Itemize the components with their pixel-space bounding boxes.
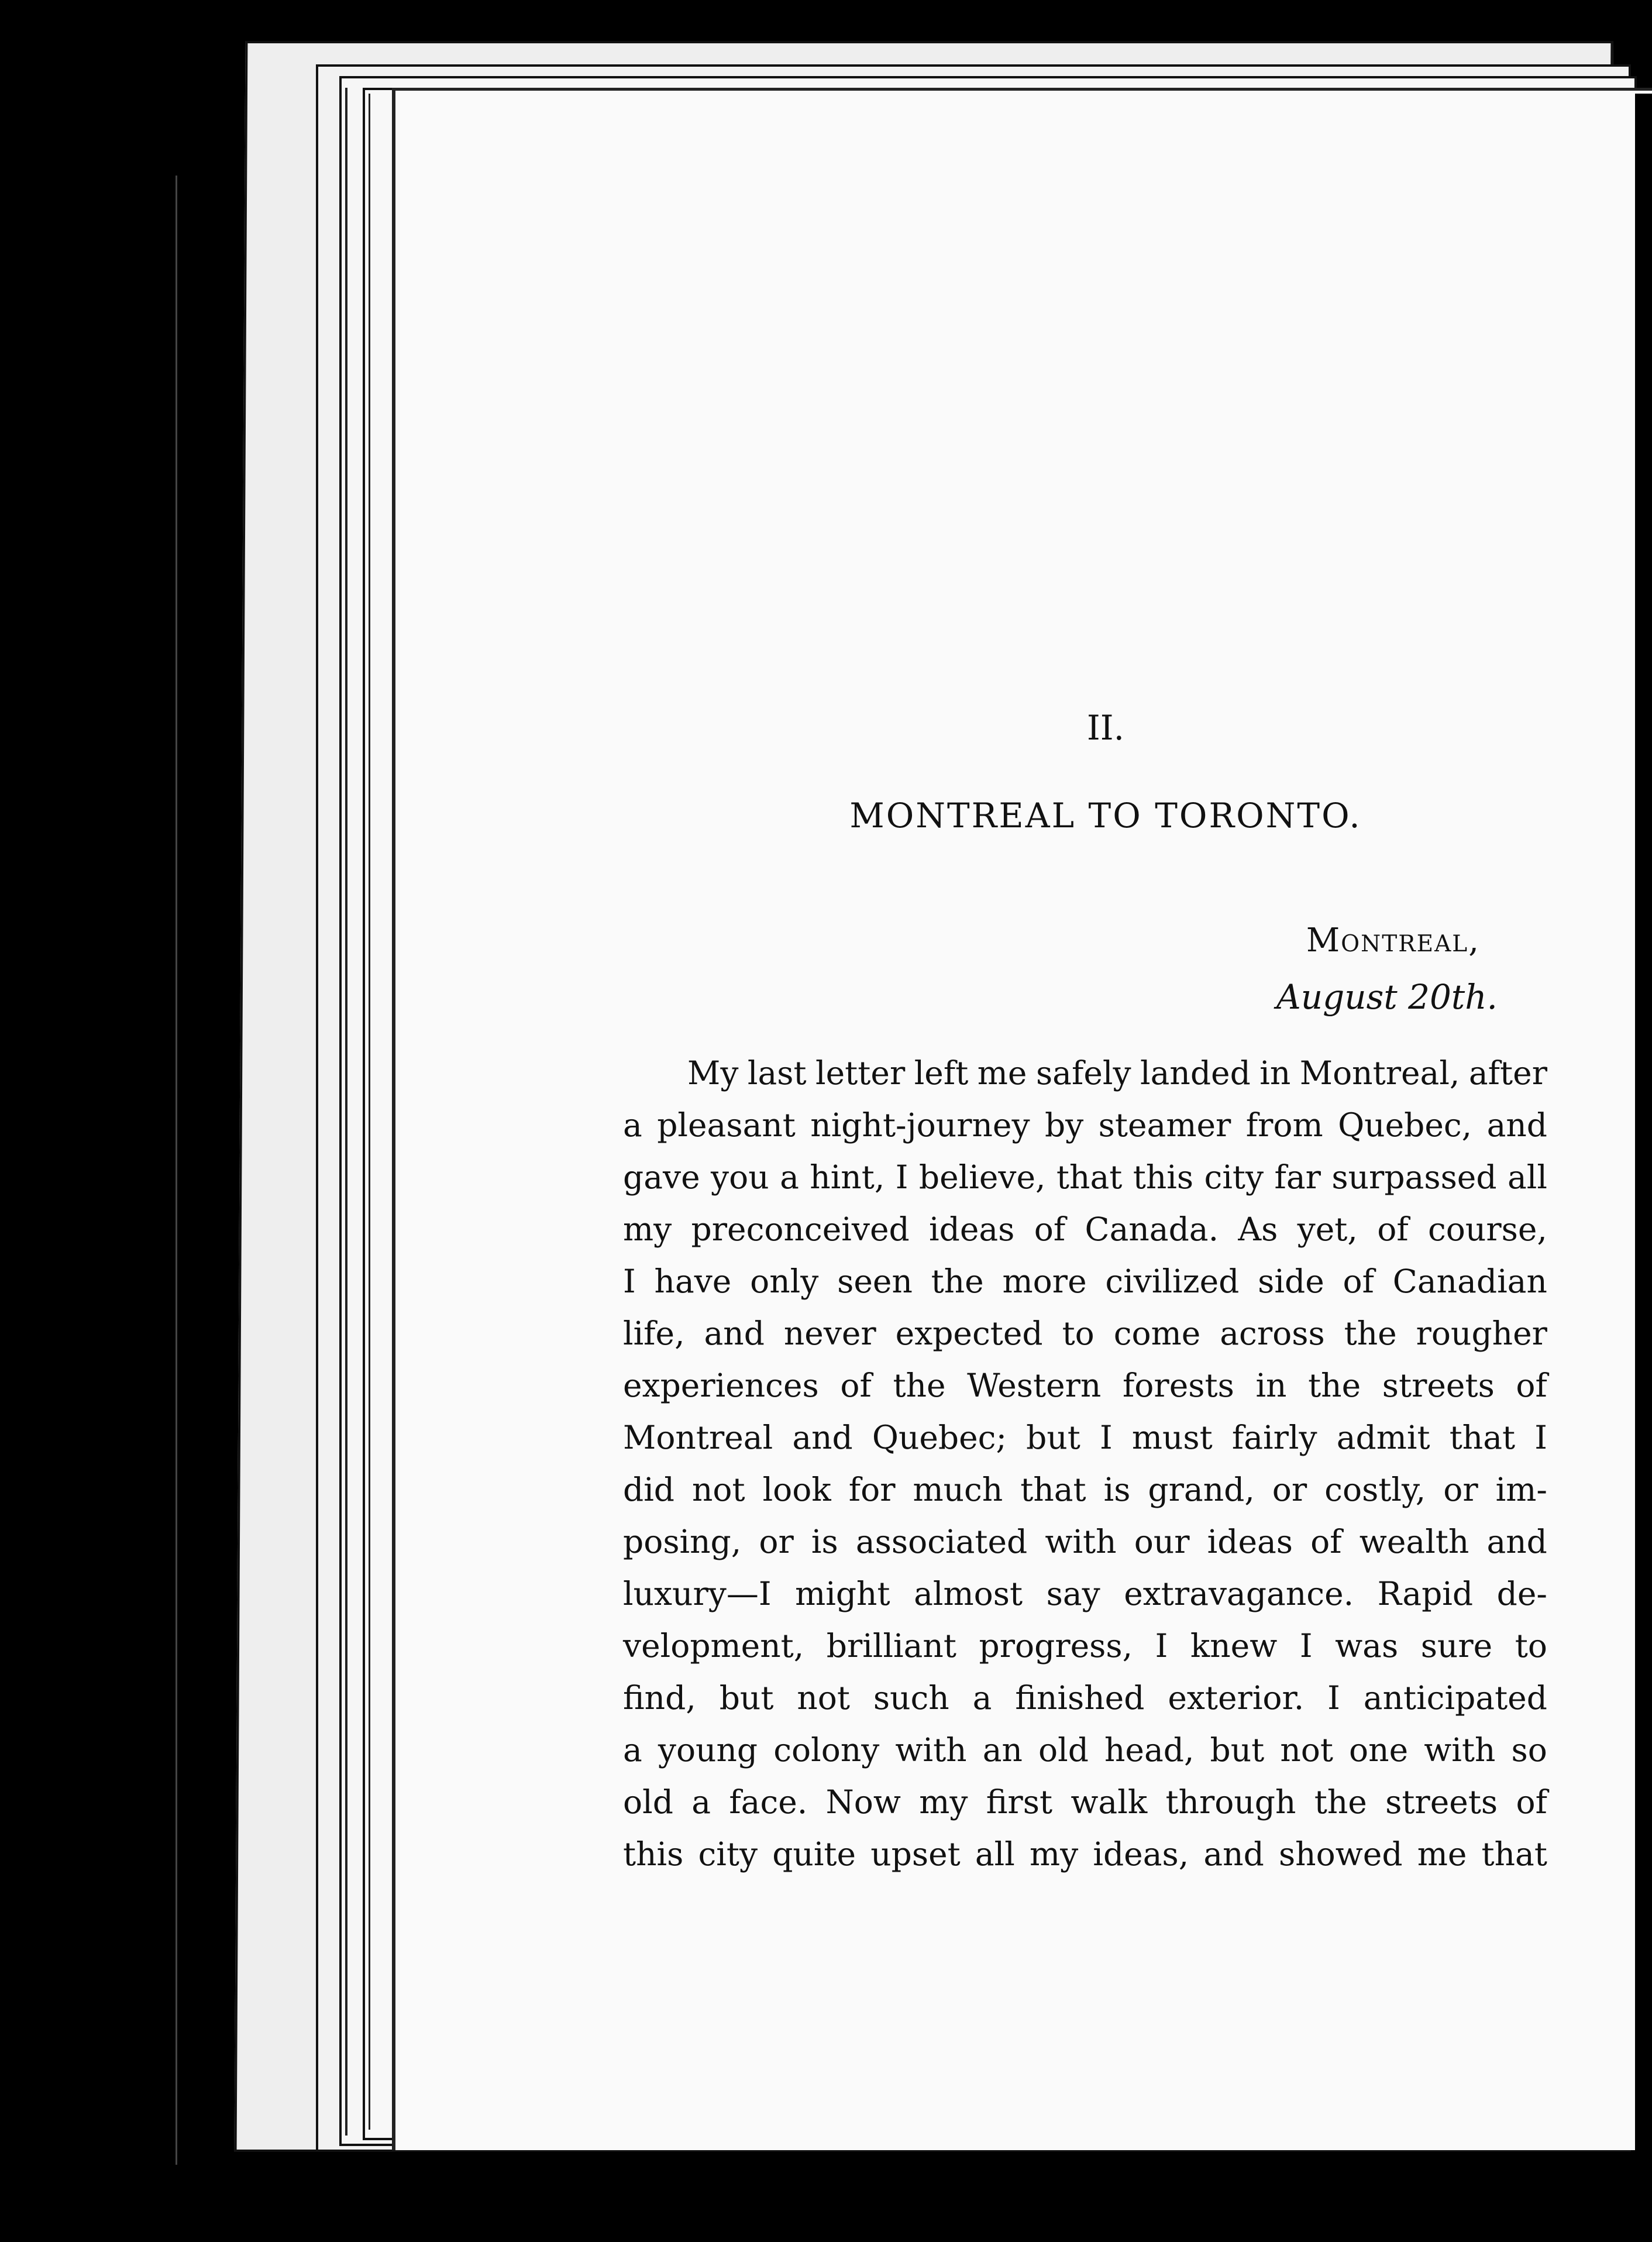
text-line: posing, or is associated with our ideas of wealth and xyxy=(623,1523,1547,1560)
text-line: old a face. Now my first walk through the streets of xyxy=(623,1783,1547,1821)
text-line: find, but not such a finished exterior. I anticipated xyxy=(623,1679,1547,1717)
dateline-place: Montreal, xyxy=(1306,921,1480,960)
text-line: did not look for much that is grand, or costly, or im- xyxy=(623,1471,1547,1508)
text-line: Montreal and Quebec; but I must fairly admit that I xyxy=(623,1419,1547,1456)
text-line: life, and never expected to come across the rougher xyxy=(623,1315,1547,1352)
text-line: this city quite upset all my ideas, and showed me that xyxy=(623,1835,1547,1873)
text-line: my preconceived ideas of Canada. As yet, of course, xyxy=(623,1211,1547,1248)
text-line: luxury—I might almost say extravagance. Rapid de- xyxy=(623,1575,1547,1612)
text-line: velopment, brilliant progress, I knew I was sure to xyxy=(623,1627,1547,1665)
body-text xyxy=(623,1047,1547,1880)
dateline-date: August 20th. xyxy=(1276,977,1498,1017)
page-edge-line xyxy=(369,94,370,2130)
chapter-number: II. xyxy=(1086,708,1125,748)
text-line: a young colony with an old head, but not one with so xyxy=(623,1731,1547,1769)
text-line: My last letter left me safely landed in Montreal, after xyxy=(687,1054,1547,1092)
scan-border xyxy=(1635,94,1652,2153)
text-line: a pleasant night-journey by steamer from Quebec, and xyxy=(623,1106,1547,1144)
page-edge-line xyxy=(345,88,347,2136)
chapter-title: MONTREAL TO TORONTO. xyxy=(849,796,1362,835)
text-line: experiences of the Western forests in the streets of xyxy=(623,1367,1547,1404)
text-line: I have only seen the more civilized side of Canadian xyxy=(623,1263,1547,1300)
text-line: gave you a hint, I believe, that this city far surpassed all xyxy=(623,1158,1547,1196)
page-edge-line xyxy=(175,176,177,2165)
